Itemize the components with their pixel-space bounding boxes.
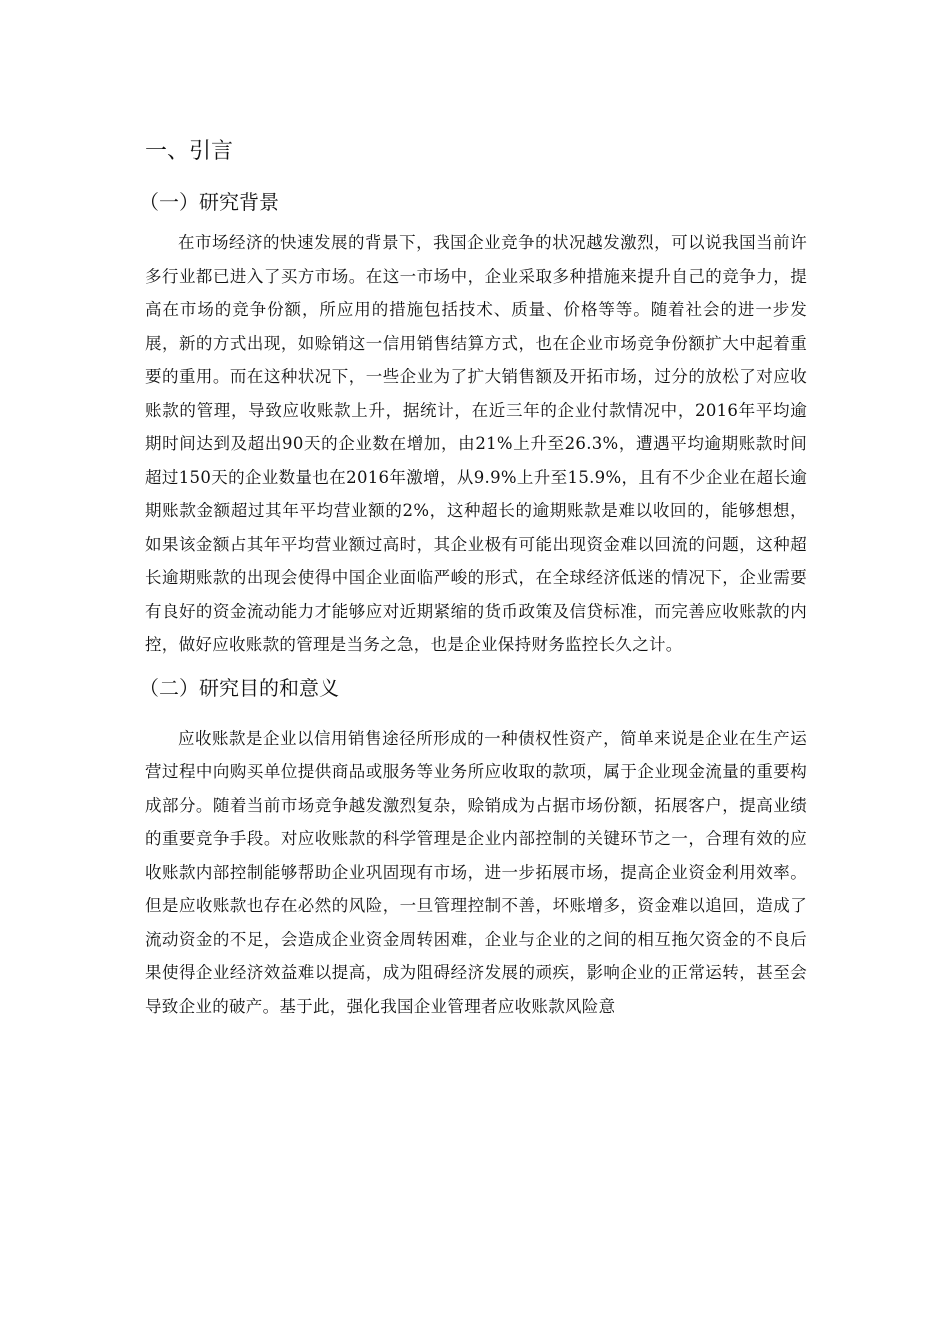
chapter-heading: 一、引言 [145,139,234,164]
section-paragraph-background: 在市场经济的快速发展的背景下，我国企业竞争的状况越发激烈，可以说我国当前许多行业都已进入了买方市场。在这一市场中，企业采取多种措施来提升自己的竞争力，提高在市场的竞争份额，所应用的措施包括技术、质量、价格等等。随着社会的进一步发展，新的方式出现，如赊销这一信用销售结算方式，也在企业市场竞争份额扩大中起着重要的重用。而在这种状况下，一些企业为了扩大销售额及开拓市场，过分的放松了对应收账款的管理，导致应收账款上升，据统计，在近三年的企业付款情况中，2016年平均逾期时间达到及超出90天的企业数在增加，由21%上升至26.3%，遭遇平均逾期账款时间超过150天的企业数量也在2016年激增，从9.9%上升至15.9%，且有不少企业在超长逾期账款金额超过其年平均营业额的2%，这种超长的逾期账款是难以收回的，能够想想，如果该金额占其年平均营业额过高时，其企业极有可能出现资金难以回流的问题，这种超长逾期账款的出现会使得中国企业面临严峻的形式，在全球经济低迷的情况下，企业需要有良好的资金流动能力才能够应对近期紧缩的货币政策及信贷标准，而完善应收账款的内控，做好应收账款的管理是当务之急，也是企业保持财务监控长久之计。 [145,233,807,654]
section-title-purpose: （二）研究目的和意义 [139,675,339,700]
section-paragraph-purpose: 应收账款是企业以信用销售途径所形成的一种债权性资产，简单来说是企业在生产运营过程中向购买单位提供商品或服务等业务所应收取的款项，属于企业现金流量的重要构成部分。随着当前市场竞争越发激烈复杂，赊销成为占据市场份额，拓展客户，提高业绩的重要竞争手段。对应收账款的科学管理是企业内部控制的关键环节之一，合理有效的应收账款内部控制能够帮助企业巩固现有市场，进一步拓展市场，提高企业资金利用效率。但是应收账款也存在必然的风险，一旦管理控制不善，坏账增多，资金难以追回，造成了流动资金的不足，会造成企业资金周转困难，企业与企业的之间的相互拖欠资金的不良后果使得企业经济效益难以提高，成为阻碍经济发展的顽疾，影响企业的正常运转，甚至会导致企业的破产。基于此，强化我国企业管理者应收账款风险意 [145,728,807,1016]
section-title-background: （一）研究背景 [139,190,279,214]
page-content [139,132,807,1023]
